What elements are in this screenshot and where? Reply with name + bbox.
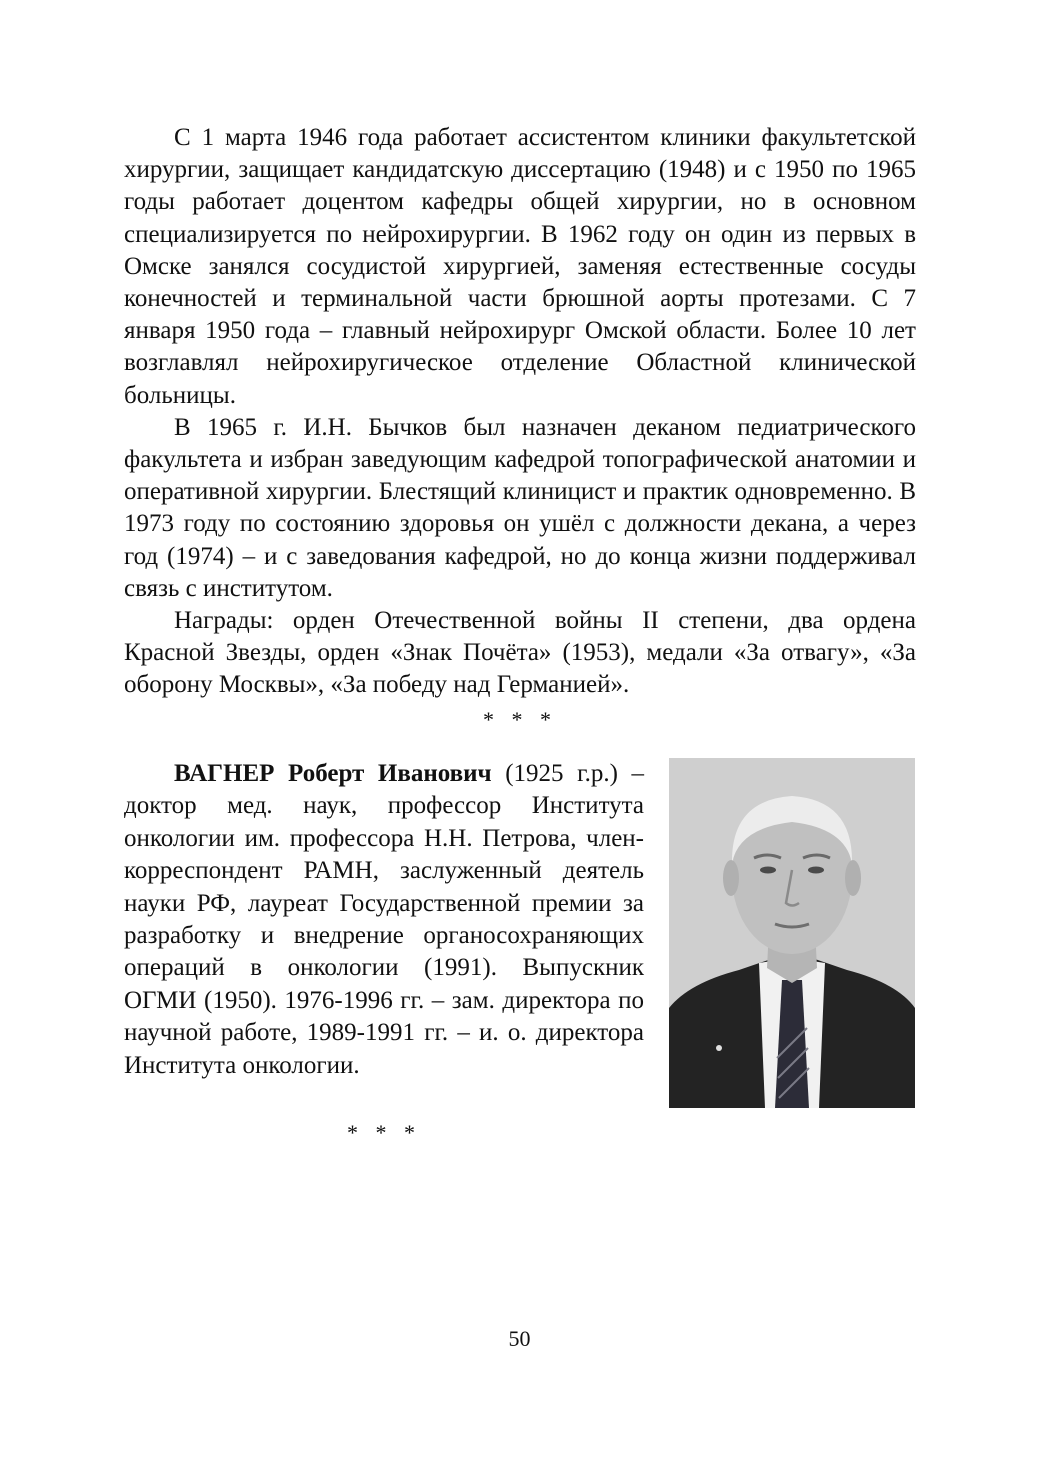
biography-details: (1925 г.р.) – доктор мед. наук, профессор Института онкологии им. профессора Н.Н. Петрова, член-корреспондент РАМН, заслуженный деятель науки РФ, лауреат Государственной премии за разработку и внедрение органосохраняющих операций в онкологии (1991). Выпускник ОГМИ (1950). 1976-1996 гг. – зам. директора по научной работе, 1989-1991 гг. – и. о. директора Института онкологии.	[124, 760, 644, 1079]
portrait-photo	[669, 758, 915, 1108]
paragraph-dean: В 1965 г. И.Н. Бычков был назначен деканом педиатрического факультета и избран заведующим кафедрой топографической анатомии и оперативной хирургии. Блестящий клиницист и практик одновременно. В 1973 году по состоянию здоровья он ушёл с должности декана, а через год (1974) – и с заведования кафедрой, но до конца жизни поддерживал связь с институтом.	[124, 413, 916, 602]
page-number: 50	[508, 1326, 531, 1351]
biography-separator: * * *	[347, 1120, 421, 1145]
paragraph-career: С 1 марта 1946 года работает ассистентом клиники факультетской хирургии, защищает кандидатскую диссертацию (1948) и с 1950 по 1965 годы работает доцентом кафедры общей хирургии, но в основном специализируется по нейрохирургии. В 1962 году он один из первых в Омске занялся сосудистой хирургией, заменяя естественные сосуды конечностей и терминальной части брюшной аорты протезами. С 7 января 1950 года – главный нейрохирург Омской области. Более 10 лет возглавлял нейрохиругическое отделение Областной клинической больницы.	[124, 124, 916, 409]
paragraph-awards: Награды: орден Отечественной войны II степени, два ордена Красной Звезды, орден «Знак Почёта» (1953), медали «За отвагу», «За оборону Москвы», «За победу над Германией».	[124, 607, 916, 699]
main-text	[124, 122, 916, 736]
biography-text	[124, 758, 644, 1082]
biography-section	[124, 758, 916, 1082]
section-separator: * * *	[483, 706, 557, 732]
biography-name: ВАГНЕР Роберт Иванович	[174, 760, 492, 787]
